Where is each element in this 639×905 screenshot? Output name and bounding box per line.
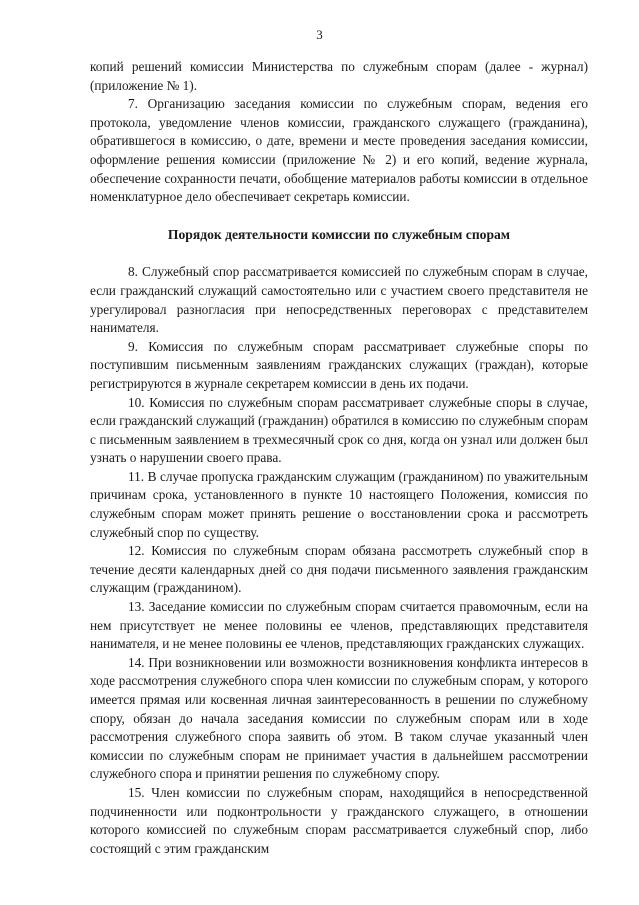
paragraph-continuation: копий решений комиссии Министерства по служебным спорам (далее - журнал) (приложение № 1). bbox=[90, 59, 588, 93]
paragraph-12: 12. Комиссия по служебным спорам обязана рассмотреть служебный спор в течение десяти календарных дней со дня подачи письменного заявления гражданским служащим (гражданином). bbox=[90, 543, 588, 596]
document-body bbox=[90, 58, 588, 858]
paragraph-14: 14. При возникновении или возможности возникновения конфликта интересов в ходе рассмотрения служебного спора член комиссии по служебным спорам, у которого имеется прямая или косвенная личная заинтересованность в решении по служебному спору, обязан до начала заседания комиссии по служебным спорам или в ходе рассмотрения служебного спора заявить об этом. В таком случае указанный член комиссии по служебным спорам не принимает участия в дальнейшем рассмотрении служебного спора и принятии решения по служебному спору. bbox=[90, 654, 588, 782]
page-number: 3 bbox=[316, 27, 323, 42]
paragraph-15: 15. Член комиссии по служебным спорам, находящийся в непосредственной подчиненности или подконтрольности у гражданского служащего, в отношении которого комиссией по служебным спорам рассматривается служебный спор, либо состоящий с этим гражданским bbox=[90, 784, 588, 856]
paragraph-11: 11. В случае пропуска гражданским служащим (гражданином) по уважительным причинам срока, установленного в пункте 10 настоящего Положения, комиссия по служебным спорам может принять решение о восстановлении срока и рассмотреть служебный спор по существу. bbox=[90, 468, 588, 540]
section-heading: Порядок деятельности комиссии по служебным спорам bbox=[167, 226, 511, 242]
paragraph-13: 13. Заседание комиссии по служебным спорам считается правомочным, если на нем присутствует не менее половины ее членов, представляющих представителя нанимателя, и не менее половины ее членов, представляющих гражданских служащих. bbox=[90, 599, 588, 652]
paragraph-8: 8. Служебный спор рассматривается комиссией по служебным спорам в случае, если гражданский служащий самостоятельно или с участием своего представителя не урегулировал разногласия при непосредственных переговорах с представителем нанимателя. bbox=[90, 264, 588, 336]
paragraph-10: 10. Комиссия по служебным спорам рассматривает служебные споры в случае, если гражданский служащий (гражданин) обратился в комиссию по служебным спорам с письменным заявлением в трехмесячный срок со дня, когда он узнал или должен был узнать о нарушении своего права. bbox=[90, 394, 588, 466]
paragraph-7: 7. Организацию заседания комиссии по служебным спорам, ведения его протокола, уведомление членов комиссии, гражданского служащего (гражданина), обратившегося в комиссию, о дате, времени и месте проведения заседания комиссии, оформление решения комиссии (приложение № 2) и его копий, ведение журнала, обеспечение сохранности печати, обобщение материалов работы комиссии в отдельное номенклатурное дело обеспечивает секретарь комиссии. bbox=[90, 96, 588, 205]
paragraph-9: 9. Комиссия по служебным спорам рассматривает служебные споры по поступившим письменным заявлениям гражданских служащих (граждан), которые регистрируются в журнале секретарем комиссии в день их подачи. bbox=[90, 338, 588, 391]
